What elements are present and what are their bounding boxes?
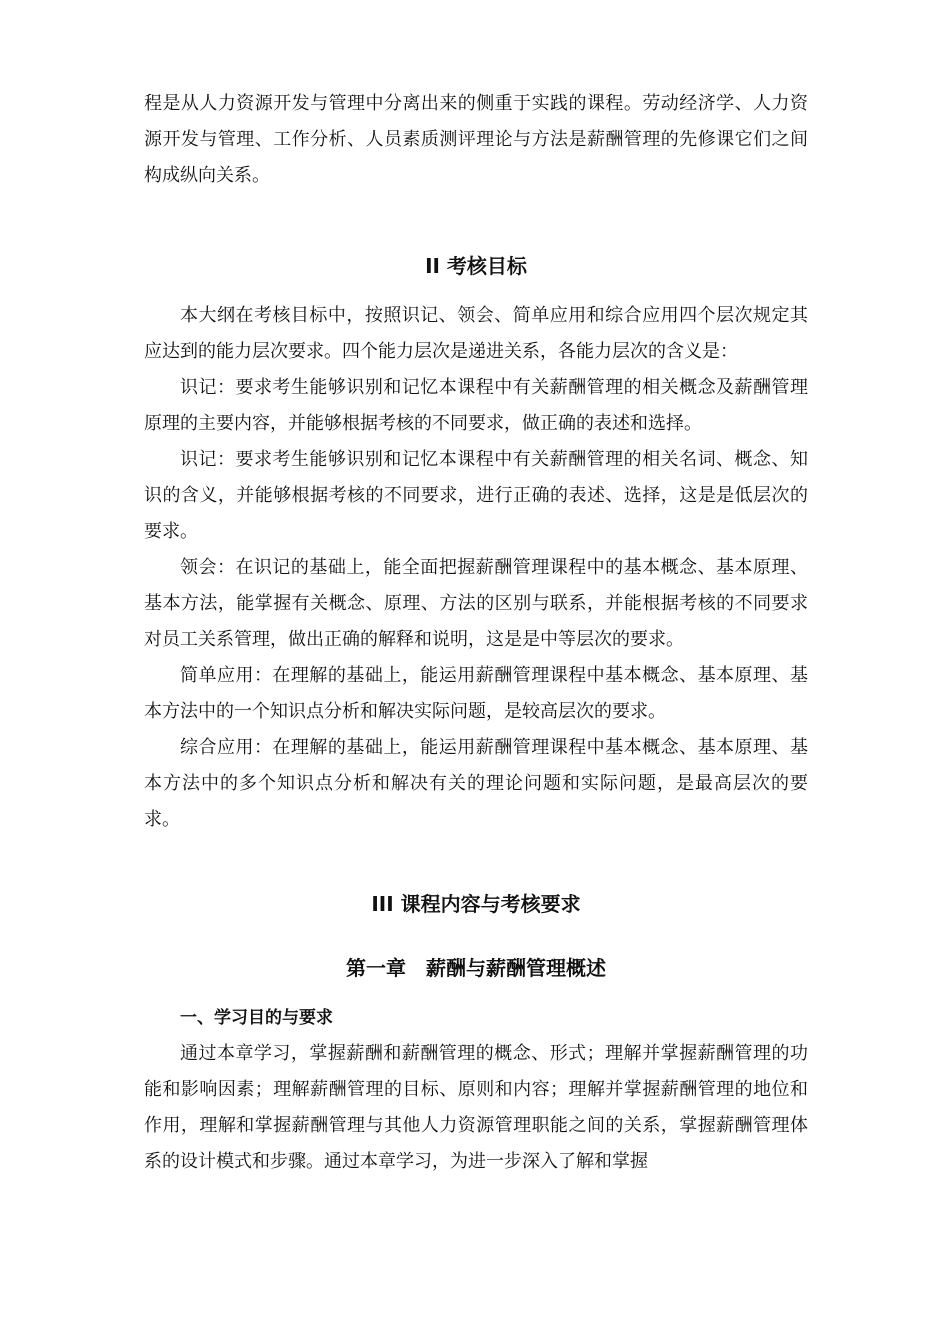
intro-paragraph: 程是从人力资源开发与管理中分离出来的侧重于实践的课程。劳动经济学、人力资源开发与管理、工作分析、人员素质测评理论与方法是薪酬管理的先修课它们之间构成纵向关系。 [144,93,808,186]
spacer [144,838,808,886]
section-title-course-content: III 课程内容与考核要求 [371,892,581,916]
subsection-title-learning-goals: 一、学习目的与要求 [180,1008,333,1028]
paragraph-levels-overview: 本大纲在考核目标中，按照识记、领会、简单应用和综合应用四个层次规定其应达到的能力层次要求。四个能力层次是递进关系，各能力层次的含义是： [144,305,808,362]
chapter-title: 第一章 薪酬与薪酬管理概述 [346,956,606,980]
page-content [144,86,808,1180]
spacer [144,986,808,1000]
section-title-assessment-goals: II 考核目标 [425,254,527,278]
paragraph-comprehensive-application: 综合应用：在理解的基础上，能运用薪酬管理课程中基本概念、基本原理、基本方法中的多个知识点分析和解决有关的理论问题和实际问题，是最高层次的要求。 [144,737,808,830]
paragraph-simple-application: 简单应用：在理解的基础上，能运用薪酬管理课程中基本概念、基本原理、基本方法中的一个知识点分析和解决实际问题，是较高层次的要求。 [144,665,808,722]
paragraph-comprehension: 领会：在识记的基础上，能全面把握薪酬管理课程中的基本概念、基本原理、基本方法，能掌握有关概念、原理、方法的区别与联系，并能根据考核的不同要求对员工关系管理，做出正确的解释和说明，这是是中等层次的要求。 [144,557,808,650]
paragraph-chapter-goals: 通过本章学习，掌握薪酬和薪酬管理的概念、形式；理解并掌握薪酬管理的功能和影响因素；理解薪酬管理的目标、原则和内容；理解并掌握薪酬管理的地位和作用，理解和掌握薪酬管理与其他人力资源管理职能之间的关系，掌握薪酬管理体系的设计模式和步骤。通过本章学习，为进一步深入了解和掌握 [144,1043,808,1172]
paragraph-recall-2: 识记：要求考生能够识别和记忆本课程中有关薪酬管理的相关名词、概念、知识的含义，并能够根据考核的不同要求，进行正确的表述、选择，这是是低层次的要求。 [144,449,808,542]
paragraph-recall-1: 识记：要求考生能够识别和记忆本课程中有关薪酬管理的相关概念及薪酬管理原理的主要内容，并能够根据考核的不同要求，做正确的表述和选择。 [144,377,808,434]
spacer [144,284,808,298]
spacer [144,922,808,950]
spacer [144,194,808,248]
